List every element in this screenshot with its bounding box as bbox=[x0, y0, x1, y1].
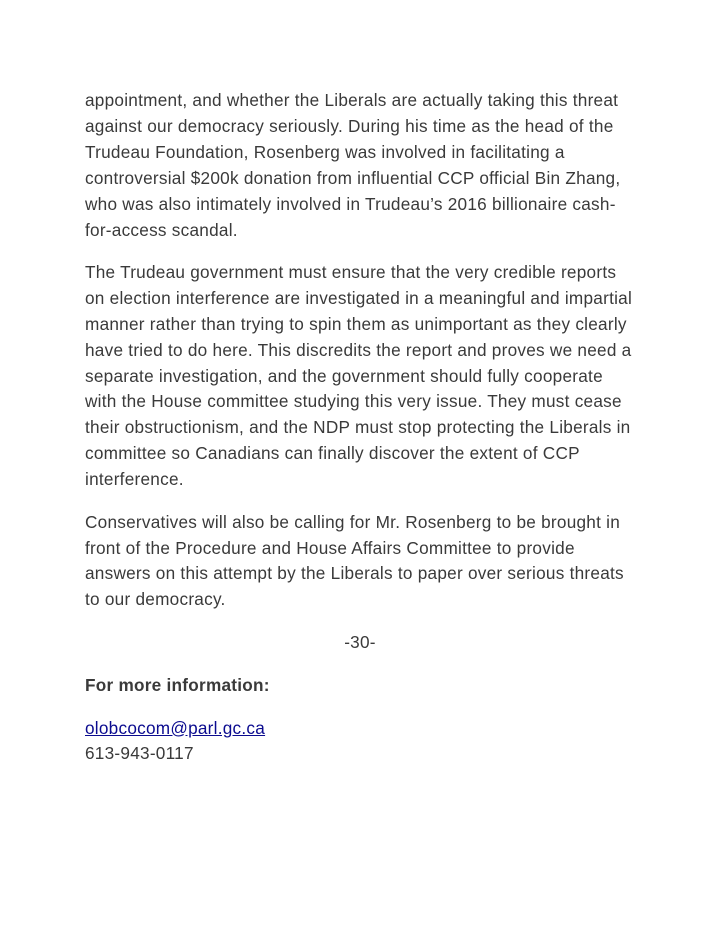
body-paragraph-1 bbox=[85, 88, 640, 243]
paragraph-line: The Trudeau government must ensure that the very credible reports bbox=[85, 261, 617, 282]
more-info-heading: For more information: bbox=[85, 674, 270, 695]
paragraph-line: separate investigation, and the government should fully cooperate bbox=[85, 365, 603, 386]
paragraph-line: to our democracy. bbox=[85, 589, 226, 610]
paragraph-line: answers on this attempt by the Liberals to paper over serious threats bbox=[85, 563, 624, 584]
paragraph-line: manner rather than trying to spin them as unimportant as they clearly bbox=[85, 313, 627, 334]
body-paragraph-2 bbox=[85, 260, 640, 493]
contact-block bbox=[85, 716, 640, 768]
paragraph-line: appointment, and whether the Liberals are actually taking this threat bbox=[85, 90, 619, 110]
paragraph-line: controversial $200k donation from influential CCP official Bin Zhang, bbox=[85, 167, 621, 188]
body-paragraph-3 bbox=[85, 510, 640, 614]
paragraph-line: on election interference are investigated in a meaningful and impartial bbox=[85, 287, 633, 308]
paragraph-line: interference. bbox=[85, 469, 184, 490]
contact-phone: 613-943-0117 bbox=[85, 743, 194, 764]
paragraph-line: with the House committee studying this very issue. They must cease bbox=[85, 391, 622, 412]
contact-email-link[interactable]: olobcocom@parl.gc.ca bbox=[85, 717, 266, 738]
paragraph-line: their obstructionism, and the NDP must stop protecting the Liberals in bbox=[85, 417, 631, 438]
paragraph-line: for-access scandal. bbox=[85, 219, 238, 240]
paragraph-line: Conservatives will also be calling for Mr. Rosenberg to be brought in bbox=[85, 511, 621, 532]
paragraph-line: committee so Canadians can finally discover the extent of CCP bbox=[85, 443, 580, 464]
end-marker: -30- bbox=[344, 631, 376, 652]
paragraph-line: Trudeau Foundation, Rosenberg was involved in facilitating a bbox=[85, 141, 565, 162]
paragraph-line: have tried to do here. This discredits the report and proves we need a bbox=[85, 339, 632, 360]
paragraph-line: against our democracy seriously. During his time as the head of the bbox=[85, 115, 614, 136]
paragraph-line: who was also intimately involved in Trudeau’s 2016 billionaire cash- bbox=[85, 193, 616, 214]
paragraph-line: front of the Procedure and House Affairs Committee to provide bbox=[85, 537, 575, 558]
